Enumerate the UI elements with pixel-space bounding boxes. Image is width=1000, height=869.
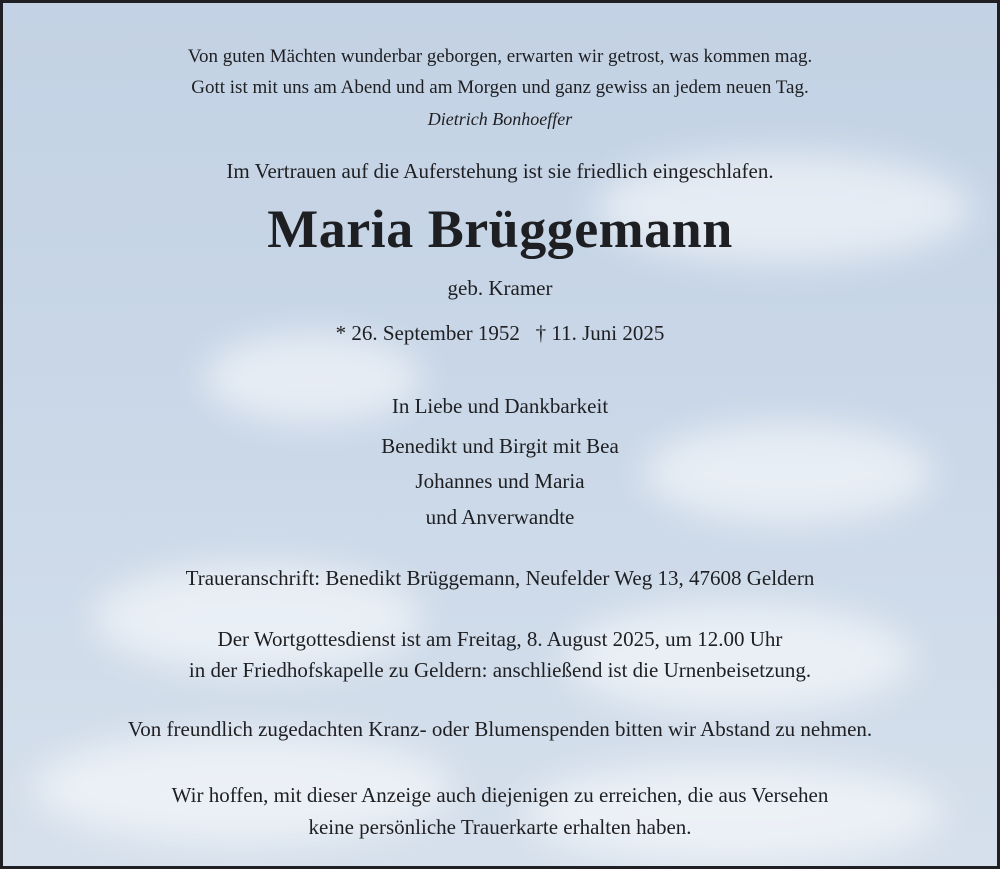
quote-line-1: Von guten Mächten wunderbar geborgen, erwarten wir getrost, was kommen mag. — [187, 46, 813, 67]
mourners-heading: In Liebe und Dankbarkeit — [391, 394, 609, 418]
mourning-address: Traueranschrift: Benedikt Brüggemann, Neufelder Weg 13, 47608 Geldern — [185, 566, 815, 590]
closing-line-1: Wir hoffen, mit dieser Anzeige auch diejenigen zu erreichen, die aus Versehen — [171, 783, 829, 807]
intro-text: Im Vertrauen auf die Auferstehung ist sie friedlich eingeschlafen. — [226, 159, 774, 183]
mourner-name: Benedikt und Birgit mit Bea — [381, 434, 619, 458]
flowers-request: Von freundlich zugedachten Kranz- oder Blumenspenden bitten wir Abstand zu nehmen. — [127, 717, 873, 741]
service-line-2: in der Friedhofskapelle zu Geldern: anschließend ist die Urnenbeisetzung. — [188, 658, 812, 682]
cloud-decoration — [523, 763, 943, 863]
closing-line-2: keine persönliche Trauerkarte erhalten haben. — [308, 815, 692, 839]
quote-line-2: Gott ist mit uns am Abend und am Morgen und ganz gewiss an jedem neuen Tag. — [191, 77, 809, 98]
mourner-name: Johannes und Maria — [415, 469, 585, 493]
life-dates: * 26. September 1952 † 11. Juni 2025 — [335, 321, 665, 345]
deceased-name: Maria Brüggemann — [267, 199, 733, 259]
mourner-name: und Anverwandte — [425, 505, 575, 529]
service-line-1: Der Wortgottesdienst ist am Freitag, 8. August 2025, um 12.00 Uhr — [217, 627, 783, 651]
maiden-name: geb. Kramer — [447, 276, 553, 300]
quote-author: Dietrich Bonhoeffer — [427, 109, 573, 129]
